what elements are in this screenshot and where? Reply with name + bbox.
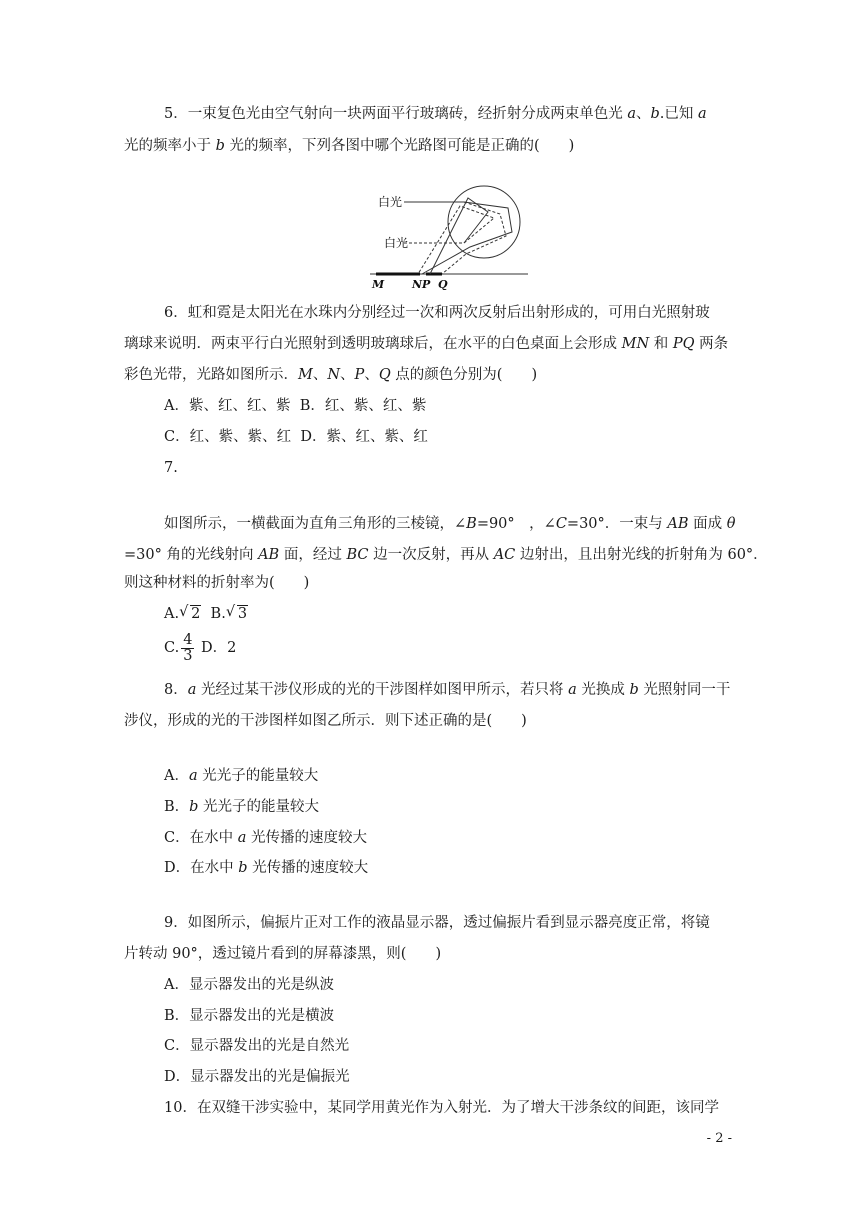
q9-option-a: A．显示器发出的光是纵波 xyxy=(164,977,334,993)
q7-options-cd xyxy=(164,632,236,664)
q7-number: 7. xyxy=(164,460,178,476)
q9-line-1: 9．如图所示，偏振片正对工作的液晶显示器，透过偏振片看到显示器亮度正常，将镜 xyxy=(164,915,710,931)
label-Q: Q xyxy=(438,278,448,290)
q7-option-b-label: B. xyxy=(210,606,226,622)
q7-line-1: 如图所示，一横截面为直角三角形的三棱镜，∠B=90° ，∠C=30°．一束与 AB 面成 θ xyxy=(164,516,736,532)
q9-option-c: C．显示器发出的光是自然光 xyxy=(164,1038,350,1054)
q6-option-c: C．红、紫、紫、红 xyxy=(164,429,292,445)
q7-options-ab xyxy=(164,604,248,624)
label-M: M xyxy=(372,278,385,290)
q8-option-c: C．在水中 a 光传播的速度较大 xyxy=(164,830,367,846)
q6-line-1: 6．虹和霓是太阳光在水珠内分别经过一次和两次反射后出射形成的，可用白光照射玻 xyxy=(164,305,710,321)
q6-option-b: B．红、紫、红、紫 xyxy=(299,398,427,414)
page-number: - 2 - xyxy=(706,1131,732,1146)
q5-line-2: 光的频率小于 b 光的频率，下列各图中哪个光路图可能是正确的( ) xyxy=(124,138,575,154)
label-N: N xyxy=(412,278,423,290)
q6-option-a: A．紫、红、红、紫 xyxy=(164,398,291,414)
q8-line-2: 涉仪，形成的光的干涉图样如图乙所示．则下述正确的是( ) xyxy=(124,713,527,729)
q8-option-b: B．b 光光子的能量较大 xyxy=(164,799,320,815)
glass-sphere xyxy=(448,186,520,258)
q6-line-3: 彩色光带，光路如图所示．M、N、P、Q 点的颜色分别为( ) xyxy=(124,367,538,383)
q7-option-d: D．2 xyxy=(201,640,237,656)
q7-option-c-fraction: $\frac{4}{3}$ xyxy=(183,631,193,664)
q7-option-a-label: A. xyxy=(164,606,180,622)
q9-line-2: 片转动 90°，透过镜片看到的屏幕漆黑，则( ) xyxy=(124,946,442,962)
q6-option-d: D．紫、红、紫、红 xyxy=(300,429,428,445)
q7-line-2: =30° 角的光线射向 AB 面，经过 BC 边一次反射，再从 AC 边射出，且出射光线的折射角为 60°． xyxy=(124,547,768,563)
q6-options-cd xyxy=(164,427,428,447)
q8-option-a: A．a 光光子的能量较大 xyxy=(164,768,319,784)
q6-line-2: 璃球来说明．两束平行白光照射到透明玻璃球后，在水平的白色桌面上会形成 MN 和 PQ 两条 xyxy=(124,336,729,352)
q7-option-c-label: C. xyxy=(164,640,180,656)
q9-option-b: B．显示器发出的光是横波 xyxy=(164,1008,335,1024)
q6-options-ab xyxy=(164,396,426,416)
rainbow-glass-sphere-figure xyxy=(370,184,530,290)
q5-line-1: 5．一束复色光由空气射向一块两面平行玻璃砖，经折射分成两束单色光 a、b.已知 a xyxy=(164,106,707,122)
ray-path-3 xyxy=(430,198,488,274)
q7-line-3: 则这种材料的折射率为( ) xyxy=(124,575,310,591)
q8-line-1: 8．a 光经过某干涉仪形成的光的干涉图样如图甲所示，若只将 a 光换成 b 光照射同一干 xyxy=(164,682,731,698)
q10-line-1: 10．在双缝干涉实验中，某同学用黄光作为入射光．为了增大干涉条纹的间距，该同学 xyxy=(164,1100,719,1116)
label-white-bottom: 白光 xyxy=(384,236,409,250)
label-white-top: 白光 xyxy=(378,195,403,209)
label-P: P xyxy=(422,278,431,290)
q7-option-b-sqrt: √ 3 xyxy=(225,604,248,622)
ray-path-4 xyxy=(418,206,494,274)
q9-option-d: D．显示器发出的光是偏振光 xyxy=(164,1069,350,1085)
q8-option-d: D．在水中 b 光传播的速度较大 xyxy=(164,860,369,876)
q7-option-a-sqrt: √ 2 xyxy=(179,604,201,622)
